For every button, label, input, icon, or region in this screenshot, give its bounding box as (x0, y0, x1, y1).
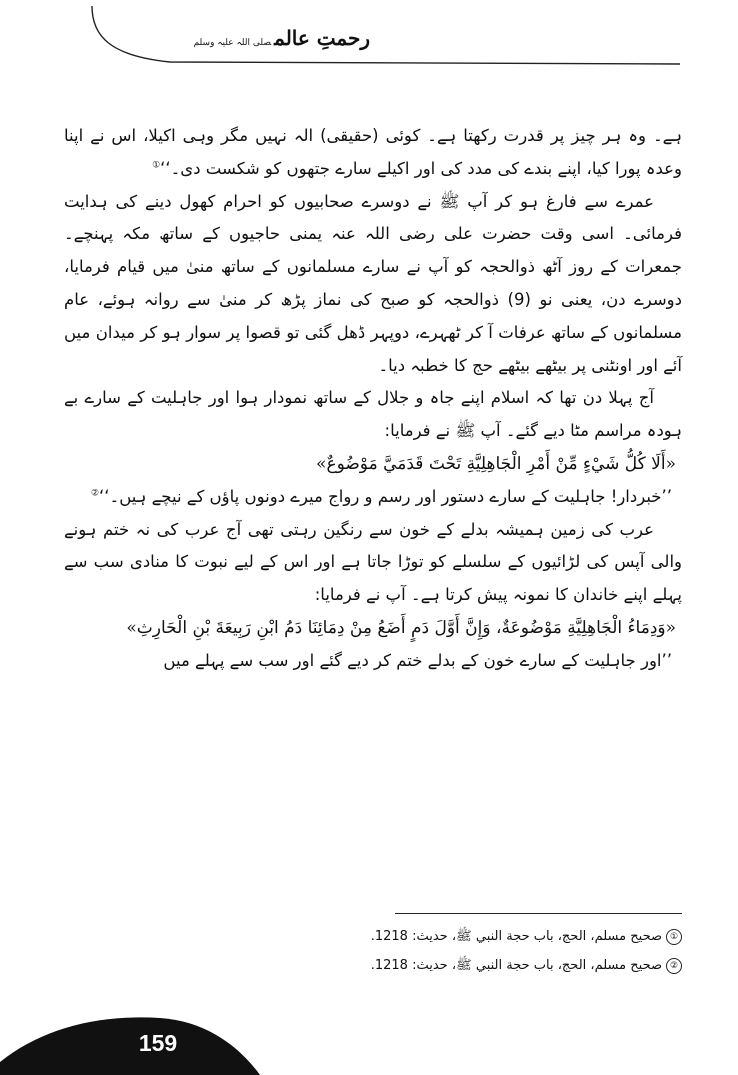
footnote-ref-2[interactable]: ② (90, 488, 100, 499)
paragraph-3: آج پہلا دن تھا کہ اسلام اپنے جاہ و جلال کے ساتھ نمودار ہوا اور جاہلیت کے سارے بے ہودہ مراسم مٹا دیے گئے۔ آپ ﷺ نے فرمایا: (64, 388, 682, 441)
footnote-1 (64, 922, 682, 951)
arabic-quote-1: «أَلَا كُلُّ شَيْءٍ مِّنْ أَمْرِ الْجَاهِلِيَّةِ تَحْتَ قَدَمَيَّ مَوْضُوعٌ» (316, 453, 676, 474)
arabic-quote-2: «وَدِمَاءُ الْجَاهِلِيَّةِ مَوْضُوعَةٌ، وَإِنَّ أَوَّلَ دَمٍ أَضَعُ مِنْ دِمَائِنَا دَمُ ابْنِ رَبِيعَةَ بْنِ الْحَارِثِ» (126, 617, 676, 638)
paragraph-4-text: ’’خبردار! جاہلیت کے سارے دستور اور رسم و رواج میرے دونوں پاؤں کے نیچے ہیں۔‘‘ (99, 486, 672, 506)
paragraph-1-text: ہے۔ وہ ہر چیز پر قدرت رکھتا ہے۔ کوئی (حقیقی) الہ نہیں مگر وہی اکیلا، اس نے اپنا وعدہ پورا کیا، اپنے بندے کی مدد کی اور اکیلے سارے جتھوں کو شکست دی۔‘‘ (64, 126, 682, 178)
footnote-marker-1: ① (666, 929, 682, 945)
footnote-2 (64, 951, 682, 980)
footnote-marker-2: ② (666, 958, 682, 974)
footnotes (64, 922, 682, 980)
paragraph-6: ’’اور جاہلیت کے سارے خون کے بدلے ختم کر دیے گئے اور سب سے پہلے میں (163, 650, 672, 670)
body-text (64, 120, 682, 678)
paragraph-2: عمرے سے فارغ ہو کر آپ ﷺ نے دوسرے صحابیوں کو احرام کھول دینے کی ہدایت فرمائی۔ اسی وقت حضرت علی رضی اللہ عنہ یمنی حاجیوں کے ساتھ مکہ پہنچے۔ جمعرات کے روز آٹھ ذوالحجہ کو آپ نے سارے مسلمانوں کے ساتھ منیٰ میں قیام فرمایا، دوسرے دن، یعنی نو (9) ذوالحجہ کو صبح کی نماز پڑھ کر منیٰ سے روانہ ہوئے، عام مسلمانوں کے ساتھ عرفات آ کر ٹھہرے، دوپہر ڈھل گئی تو قصوا پر سوار ہو کر میدان میں آئے اور اونٹنی پر بیٹھے بیٹھے حج کا خطبہ دیا۔ (64, 191, 682, 375)
paragraph-1 (64, 120, 682, 186)
running-title-text: رحمتِ عالم (274, 26, 370, 50)
footnote-2-text: صحيح مسلم، الحج، باب حجة النبي ﷺ، حديث: 1218. (370, 958, 662, 973)
paragraph-5: عرب کی زمین ہمیشہ بدلے کے خون سے رنگین رہتی تھی آج عرب کی نہ ختم ہونے والی آپس کی لڑائیوں کے سلسلے کو توڑا جاتا ہے اور اس کے لیے نبوت کا منادی سب سے پہلے اپنے خاندان کا نمونہ پیش کرتا ہے۔ آپ نے فرمایا: (64, 519, 682, 605)
footnote-1-text: صحيح مسلم، الحج، باب حجة النبي ﷺ، حديث: 1218. (370, 929, 662, 944)
page-number: 159 (138, 1030, 178, 1056)
footnote-ref-1[interactable]: ① (152, 160, 161, 171)
salutation: صلی اللہ علیہ وسلم (193, 38, 272, 48)
footnote-divider (395, 913, 682, 914)
running-title (193, 26, 370, 50)
paragraph-4 (64, 481, 682, 514)
